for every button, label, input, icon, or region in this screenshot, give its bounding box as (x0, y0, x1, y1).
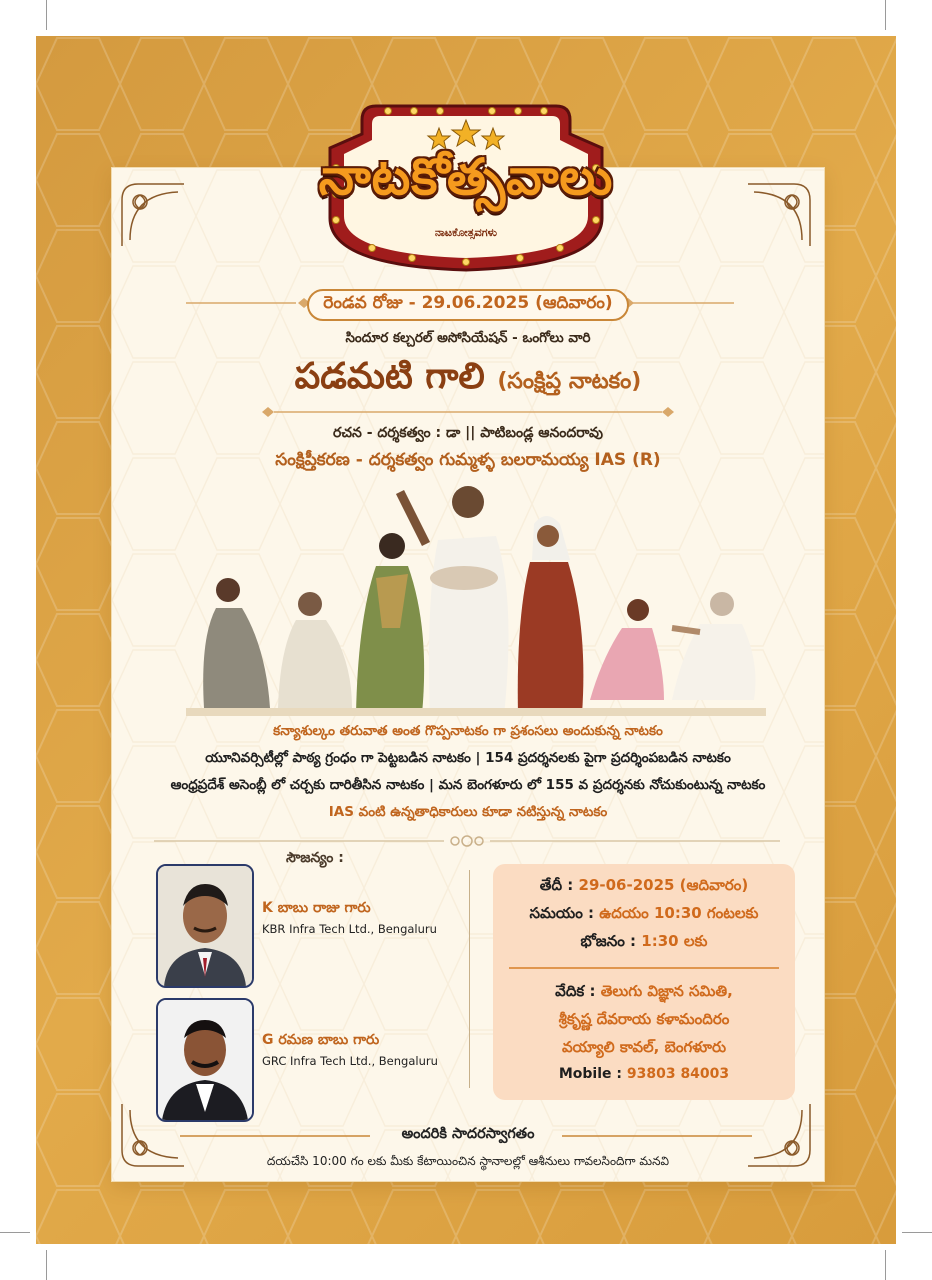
crop-mark (46, 1250, 47, 1280)
mobile-value: 93803 84003 (626, 1066, 730, 1082)
footer-note: దయచేసి 10:00 గం లకు మీకు కేటాయించిన స్థానాలల్లో ఆశీనులు గావలసిందిగా మనవి (266, 1154, 670, 1168)
crop-mark (902, 1232, 932, 1233)
sponsor-company: GRC Infra Tech Ltd., Bengaluru (262, 1054, 438, 1068)
event-info-box (493, 864, 795, 1100)
time-row (493, 904, 795, 926)
desc-line: ఆంధ్రప్రదేశ్ అసెంబ్లీ లో చర్చకు దారితీసిన నాటకం | మన బెంగళూరు లో 155 వ ప్రదర్శనకు నోచుకుంటున్న నాటకం (170, 777, 766, 793)
crop-mark (885, 0, 886, 30)
venue-line: తెలుగు విజ్ఞాన సమితి, (600, 982, 733, 1000)
date-key: తేదీ : (539, 876, 574, 894)
sponsor-photo (156, 864, 254, 988)
column-divider (469, 870, 470, 1088)
food-row (493, 932, 795, 954)
credit-writer: రచన - దర్శకత్వం : డా || పాటిబండ్ల ఆనందరావు (333, 425, 603, 441)
food-key: భోజనం : (580, 932, 637, 950)
avatar (158, 1000, 252, 1120)
day-heading (112, 289, 824, 321)
avatar (158, 866, 252, 986)
logo-subtitle: ನಾಟಕೋತ್ಸವಗಳು (434, 226, 498, 239)
credit-director: సంక్షిప్తీకరణ - దర్శకత్వం గుమ్మళ్ళ బలరామయ్య IAS (R) (275, 450, 661, 470)
logo-title: నాటకోత్సవాలు (318, 148, 614, 206)
festival-logo (292, 98, 640, 274)
section-divider (154, 834, 780, 848)
desc-line: IAS వంటి ఉన్నతాధికారులు కూడా నటిస్తున్న నాటకం (328, 804, 608, 820)
play-type: (సంక్షిప్త నాటకం) (497, 369, 642, 394)
venue-line: శ్రీకృష్ణ దేవరాయ కళామందిరం (558, 1010, 730, 1028)
organizer: సిందూర కల్చరల్ అసోసియేషన్ - ఒంగోలు వారి (345, 330, 591, 346)
play-title-block (112, 356, 824, 406)
day-date: - 29.06.2025 (ఆదివారం) (408, 293, 613, 313)
info-separator (509, 967, 779, 969)
venue-key: వేదిక : (555, 982, 596, 1000)
date-value: 29-06-2025 (ఆదివారం) (578, 876, 749, 894)
time-key: సమయం : (529, 904, 595, 922)
venue-line: వయ్యాలి కావల్, బెంగళూరు (561, 1038, 727, 1056)
desc-line: యూనివర్సిటీల్లో పాఠ్య గ్రంధం గా పెట్టబడిన నాటకం | 154 ప్రదర్శనలకు పైగా ప్రదర్శింపబడిన నాటకం (205, 750, 731, 766)
sponsor-name: K బాబు రాజు గారు (262, 900, 371, 916)
courtesy-label: సౌజన్యం : (286, 850, 344, 866)
crop-mark (0, 1232, 30, 1233)
crop-mark (885, 1250, 886, 1280)
day-pill (307, 289, 628, 321)
sponsor-company: KBR Infra Tech Ltd., Bengaluru (262, 922, 437, 936)
welcome-text: అందరికి సాదరస్వాగతం (401, 1126, 535, 1142)
cast-photo (186, 478, 766, 716)
crop-mark (46, 0, 47, 30)
play-description (112, 718, 824, 826)
date-row (493, 876, 795, 898)
food-value: 1:30 లకు (641, 932, 708, 950)
play-title: పడమటి గాలి (294, 356, 485, 397)
day-label: రెండవ రోజు (323, 293, 403, 313)
time-value: ఉదయం 10:30 గంటలకు (599, 904, 759, 922)
desc-line: కన్యాశుల్కం తరువాత అంత గొప్పనాటకం గా ప్రశంసలు అందుకున్న నాటకం (273, 723, 663, 739)
sponsor-photo (156, 998, 254, 1122)
title-divider (262, 405, 674, 419)
mobile-key: Mobile : (558, 1066, 622, 1082)
sponsor-name: G రమణ బాబు గారు (262, 1032, 380, 1048)
corner-ornament (118, 180, 188, 250)
venue-row (493, 982, 795, 1004)
corner-ornament (744, 180, 814, 250)
mobile-row (493, 1066, 795, 1082)
